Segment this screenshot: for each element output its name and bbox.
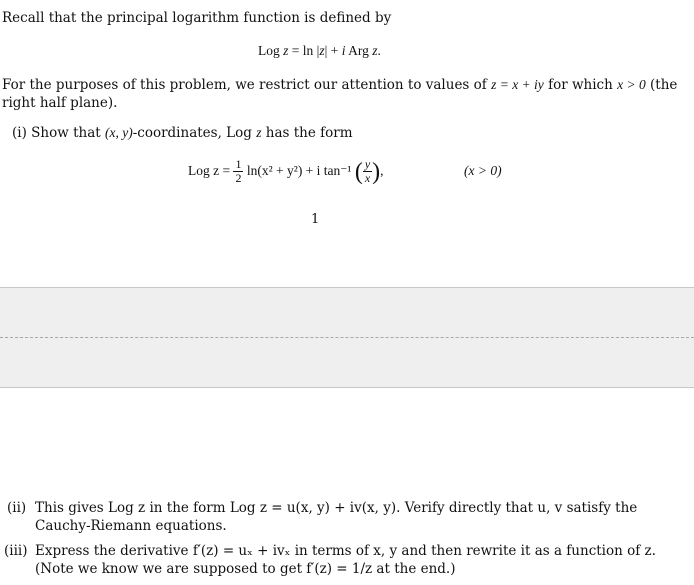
formula-comma: ,: [380, 163, 384, 178]
imag-unit: i: [341, 43, 346, 58]
page-break-line: [0, 337, 694, 338]
half-denominator: 2: [235, 171, 242, 186]
restriction-text-2: right half plane).: [2, 95, 118, 111]
frac-y: y: [364, 157, 371, 172]
var-z: z: [283, 43, 289, 58]
frac-x: x: [364, 171, 371, 186]
restriction-text-c: (the: [650, 77, 678, 93]
var-z: z: [256, 125, 262, 140]
part-iii-line-2: (Note we know we are supposed to get f′(z) = 1/z at the end.): [35, 561, 456, 577]
formula-lhs: Log z =: [188, 163, 231, 178]
paren-open: (: [354, 158, 363, 185]
paren-close: ): [372, 158, 381, 185]
condition-text: (x > 0): [464, 163, 502, 178]
part-ii-line-2: Cauchy-Riemann equations.: [35, 518, 227, 534]
ln-abs-open: = ln |: [291, 43, 320, 58]
restriction-line-1: [2, 76, 677, 94]
restriction-cond: x > 0: [617, 77, 646, 92]
intro-text: Recall that the principal logarithm function is defined by: [2, 10, 392, 26]
part-i-label: (i): [12, 125, 27, 141]
part-i-text-a: Show that: [31, 125, 101, 141]
y-over-x-fraction: [363, 158, 372, 185]
part-iii-label: (iii): [4, 543, 28, 559]
half-numerator: 1: [235, 157, 242, 172]
part-i-prompt: [12, 124, 353, 142]
part-ii-line-1: This gives Log z in the form Log z = u(x, y) + iv(x, y). Verify directly that u, v satisfy the: [35, 500, 638, 516]
part-i-coords: (x, y): [104, 125, 133, 140]
part-iii-line-1: Express the derivative f′(z) = uₓ + ivₓ in terms of x, y and then rewrite it as a function of z.: [35, 543, 656, 559]
part-i-text-b: -coordinates, Log: [132, 125, 252, 141]
abs-close-plus: | +: [324, 43, 339, 58]
restriction-text-b: for which: [548, 77, 613, 93]
arg-symbol: Arg: [348, 43, 369, 58]
log-definition: [258, 42, 381, 60]
part-ii-label: (ii): [7, 500, 27, 516]
page-number: 1: [311, 212, 320, 227]
half-fraction: [233, 158, 243, 185]
domain-condition: [464, 162, 502, 180]
period: .: [377, 43, 381, 58]
restriction-eq: z = x + iy: [491, 77, 544, 92]
part-i-text-c: has the form: [265, 125, 353, 141]
restriction-text-a: For the purposes of this problem, we restrict our attention to values of: [2, 77, 487, 93]
var-z: z: [372, 43, 378, 58]
restriction-line-2: [2, 94, 117, 112]
var-z: z: [319, 43, 325, 58]
part-i-formula: [188, 150, 384, 192]
log-symbol: Log: [258, 43, 280, 58]
intro-sentence: [2, 9, 391, 27]
formula-middle: ln(x² + y²) + i tan⁻¹: [246, 163, 352, 178]
